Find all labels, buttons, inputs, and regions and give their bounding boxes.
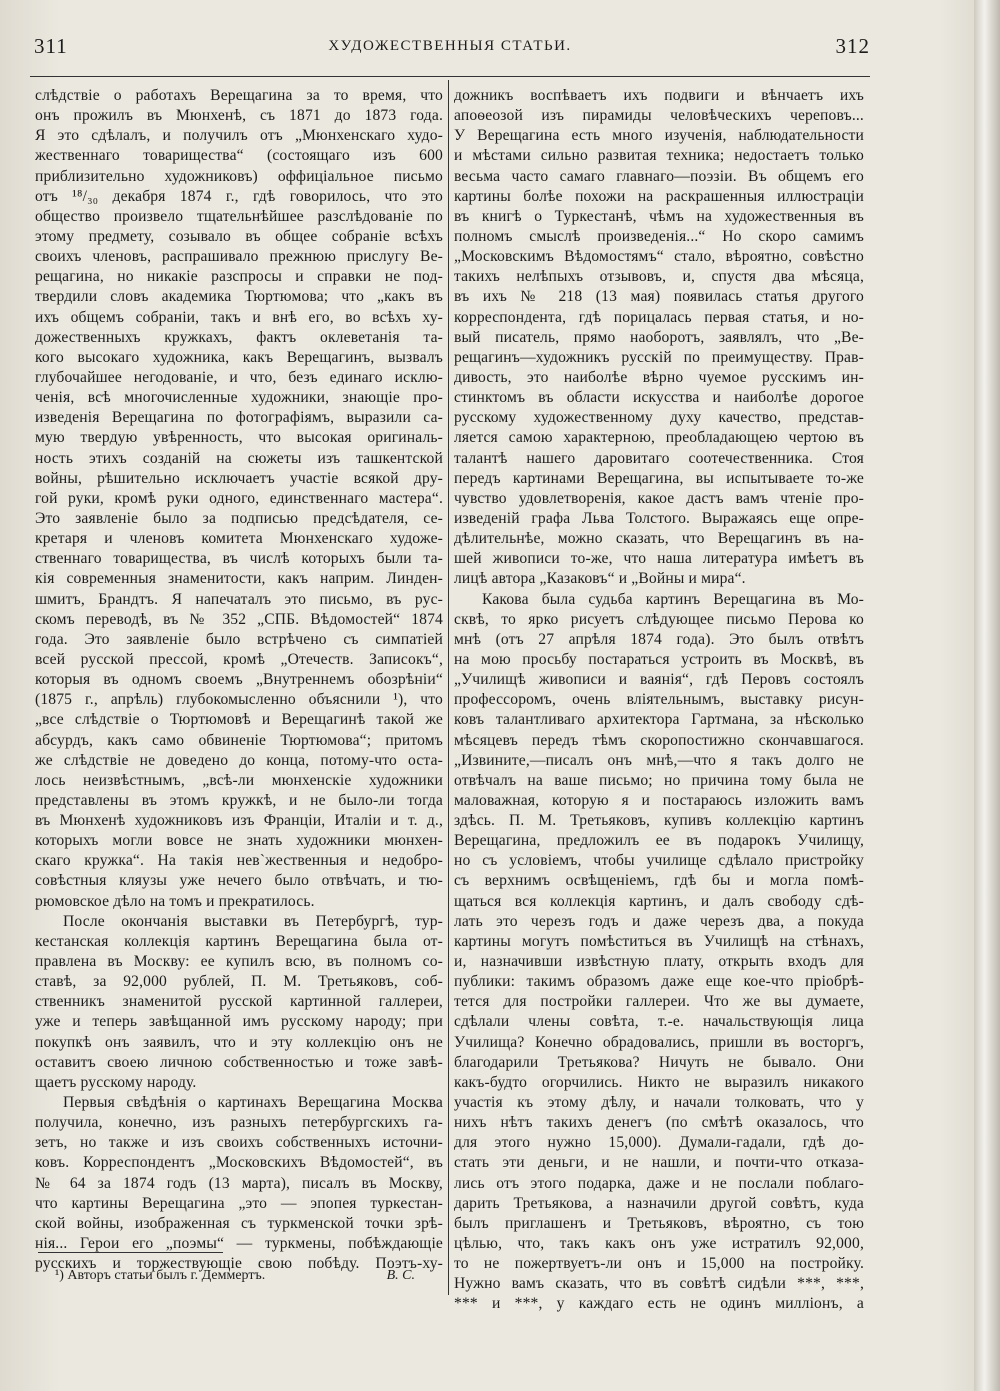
text-line: лицѣ автора „Казаковъ“ и „Войны и мира“. (454, 570, 746, 588)
text-line: *** и ***, у каждаго есть не одинъ милліонъ, а (454, 1295, 864, 1313)
text-line: Я это сдѣлалъ, и получилъ отъ „Мюнхенскаго худо- (35, 127, 443, 145)
text-line: своихъ членовъ, распрашивало прежнюю прислугу Ве- (35, 248, 443, 266)
text-line: на мою просьбу постараться устроить въ Москвѣ, въ (454, 650, 864, 668)
text-line: рещагина, но никакіе разспросы и справки не под- (35, 268, 443, 286)
text-line: шей живописи то-же, что наша литература имѣетъ въ (454, 550, 864, 568)
text-line: мѣсяцевъ передъ тѣмъ скоропостижно скончавшагося. (454, 731, 864, 749)
footnote-signature: В. С. (386, 1268, 415, 1283)
text-line: зетъ, но также и изъ своихъ собственныхъ источни- (35, 1134, 443, 1152)
text-line: ихъ общемъ собраніи, такъ и внѣ его, во всѣхъ ху- (35, 308, 443, 326)
text-line: какъ-будто огорчились. Никто не выразилъ никакого (454, 1073, 864, 1091)
text-line: лись отъ этого подарка, даже и не послали поблаго- (454, 1174, 864, 1192)
text-line: изведенія Верещагина по фотографіямъ, выразили са- (35, 409, 443, 427)
column-divider (448, 80, 449, 1295)
text-line: весьма часто самаго главнаго—поэзіи. Въ общемъ его (454, 167, 864, 185)
text-line: этому предмету, созывало въ общее собраніе всѣхъ (35, 227, 443, 245)
text-line: мую твердую увѣренность, что высокая оригиналь- (35, 429, 443, 447)
text-line: уже и теперь завѣщанной имъ русскому народу; при (35, 1013, 443, 1031)
text-line: лось неизвѣстнымъ, „всѣ-ли мюнхенскіе художники (35, 771, 443, 789)
text-line: кестанская коллекція картинъ Верещагина была от- (35, 932, 443, 950)
text-line: правлена въ Москву: ее купилъ всю, въ полномъ со- (35, 953, 443, 971)
text-line: что картины Верещагина „это — эпопея туркестан- (35, 1194, 443, 1212)
text-line: приблизительно художниковъ) оффиціальное письмо (35, 167, 443, 185)
header-rule (30, 76, 870, 77)
text-line: ность этихъ созданій на сюжеты изъ ташкентской (35, 449, 443, 467)
text-line: русскихъ и торжествующіе свою побѣду. Поэтъ-ху- (35, 1255, 443, 1273)
text-line: цѣлью, что, такъ какъ онъ уже истратилъ 92,000, (454, 1235, 864, 1253)
text-line: такихъ нелѣпыхъ отзывовъ, и, спустя два мѣсяца, (454, 268, 864, 286)
text-line: передъ картинами Верещагина, вы испытываете то-же (454, 469, 864, 487)
text-line: кія современныя знаменитости, какъ наприм. Линден- (35, 570, 443, 588)
text-line: картины могутъ помѣститься въ Училищѣ на стѣнахъ, (454, 932, 864, 950)
text-line: рещагинъ—художникъ русскій по преимуществу. Прав- (454, 348, 864, 366)
text-line: участія къ этому дѣлу, и начали толковать, что у (454, 1094, 864, 1112)
text-line: ственнаго товарищества, въ числѣ которыхъ были та- (35, 550, 443, 568)
text-line: слѣдствіе о работахъ Верещагина за то время, что (35, 87, 443, 104)
text-line: онъ прожилъ въ Мюнхенѣ, съ 1871 до 1873 года. (35, 107, 443, 125)
text-line: После окончанія выставки въ Петербургѣ, тур- (63, 912, 443, 930)
text-line: ляется самою характерною, преобладающею чертою въ (454, 429, 864, 447)
text-line: Какова была судьба картинъ Верещагина въ Мо- (482, 590, 864, 608)
text-line: то не пожертвуетъ-ли онъ и 15,000 на постройку. (454, 1255, 864, 1273)
text-line: всей русской прессой, кромѣ „Отечеств. Записокъ“, (35, 650, 443, 668)
text-line: Верещагина, предложилъ ее въ подарокъ Училищу, (454, 832, 864, 850)
text-line: глубочайшее негодованіе, и что, безъ единаго исклю- (35, 368, 443, 386)
text-line: абсурдъ, какъ само обвиненіе Тюртюмова“; притомъ (35, 731, 443, 749)
text-line: отвѣчалъ на ваше письмо; но причина тому была не (454, 771, 864, 789)
running-header (30, 34, 870, 60)
text-line: которыхъ могли вовсе не знать художники мюнхен- (35, 832, 443, 850)
text-line: шмитъ, Брандтъ. Я напечаталъ это письмо, въ рус- (35, 590, 443, 608)
text-line: ковъ. Корреспондентъ „Московскихъ Вѣдомостей“, въ (35, 1154, 443, 1172)
text-line: тется для постройки галлереи. Что же вы думаете, (454, 993, 864, 1011)
text-line: (1875 г., апрѣль) глубокомысленно объяснили ¹), что (35, 691, 443, 709)
text-line: дарить Третьякова, а назначили другой совѣтъ, куда (454, 1194, 864, 1212)
text-line: скомъ переводѣ, въ № 352 „СПБ. Вѣдомостей“ 1874 (35, 610, 443, 628)
text-line: маловажная, которую я и постараюсь изложить вамъ (454, 791, 864, 809)
text-line: жественнаго товарищества“ (состоящаго изъ 600 (35, 147, 443, 165)
text-line: стать эти деньги, и не нашли, и почти-что отказа- (454, 1154, 864, 1172)
text-line: Это заявленіе было за подписью предсѣдателя, се- (35, 509, 443, 527)
text-line: для этого нужно 15,000). Думали-гадали, гдѣ до- (454, 1134, 864, 1152)
text-line: въ Мюнхенѣ художниковъ изъ Франціи, Италіи и т. д., (35, 812, 443, 830)
text-line: ченія, всѣ многочисленные художники, знающіе про- (35, 389, 443, 407)
text-line: вый писатель, прямо наоборотъ, заявлялъ, что „Ве- (454, 328, 864, 346)
text-line: съ верхнимъ освѣщеніемъ, гдѣ бы и могла помѣ- (454, 872, 864, 890)
text-line: русскому художественному духу качество, представ- (454, 409, 864, 427)
text-line: У Верещагина есть много изученія, наблюдательности (454, 127, 864, 145)
footnote-rule (38, 1252, 223, 1253)
text-line: Нужно вамъ сказать, что въ совѣтѣ сидѣли ***, ***, (454, 1275, 864, 1293)
text-line: Училища? Конечно обрадовались, пришли въ восторгъ, (454, 1033, 864, 1051)
text-line: публики: такимъ образомъ даже еще кое-что пріобрѣ- (454, 973, 864, 991)
text-line: года. Это заявленіе было встрѣчено съ симпатіей (35, 630, 443, 648)
text-line: кого высокаго художника, какъ Верещагинъ, вызвалъ (35, 348, 443, 366)
text-line: „Извините,—писалъ онъ мнѣ,—что я такъ долго не (454, 751, 864, 769)
text-line: благодарили Третьякова? Ничуть не бывало. Они (454, 1053, 864, 1071)
text-line: отъ ¹⁸/₃₀ декабря 1874 г., гдѣ говорилось, что это (35, 187, 443, 205)
text-line: нихъ нѣтъ такихъ денегъ (по смѣтѣ оказалось, что (454, 1114, 864, 1132)
right-column (454, 86, 864, 1315)
text-line: профессоромъ, очень вліятельнымъ, выставку рисун- (454, 691, 864, 709)
text-line: и, назначивши извѣстную плату, открыть входъ для (454, 953, 864, 971)
text-line: ской войны, изображенная съ туркменской точки зрѣ- (35, 1214, 443, 1232)
text-line: здѣсь. П. М. Третьяковъ, купивъ коллекцію картинъ (454, 812, 864, 830)
text-line: и мѣстами сильно развитая техника; недостаетъ только (454, 147, 864, 165)
text-line: сквѣ, то ярко рисуетъ слѣдующее письмо Перова ко (454, 610, 864, 628)
text-line: ственникъ знаменитой русской картинной галлереи, (35, 993, 443, 1011)
text-line: апоѳеозой изъ пирамиды человѣческихъ череповъ... (454, 107, 864, 125)
text-line: рюмовское дѣло на томъ и прекратилось. (35, 892, 315, 910)
text-line: дожникъ воспѣваетъ ихъ подвиги и вѣнчаетъ ихъ (454, 87, 864, 104)
page-number-left: 311 (34, 34, 68, 58)
text-line: № 64 за 1874 годъ (13 марта), писалъ въ Москву, (35, 1174, 443, 1192)
text-line: которыя въ одномъ своемъ „Внутреннемъ обозрѣніи“ (35, 671, 443, 689)
text-line: въ ихъ № 218 (13 мая) появилась статья другого (454, 288, 864, 306)
text-line: ковъ талантливаго архитектора Гартмана, за нѣсколько (454, 711, 864, 729)
footnote-text: ¹) Авторъ статьи былъ г. Деммертъ. (55, 1268, 266, 1283)
text-line: получила, конечно, изъ разныхъ петербургскихъ га- (35, 1114, 443, 1132)
text-line: мнѣ (отъ 27 апрѣля 1874 года). Это былъ отвѣтъ (454, 630, 864, 648)
text-line: дѣлительнѣе, можно сказать, что Верещагинъ въ на- (454, 530, 864, 548)
left-column (35, 86, 443, 1274)
text-line: войны, рѣшительно исключаетъ участіе всякой дру- (35, 469, 443, 487)
text-line: дожественныхъ кружкахъ, фактъ оклеветанія та- (35, 328, 443, 346)
text-line: щаетъ русскому народу. (35, 1073, 197, 1091)
page-number-right: 312 (835, 34, 870, 58)
text-line: покупкѣ онъ заявилъ, что и эту коллекцію онъ не (35, 1033, 443, 1051)
text-line: оставитъ своею личною собственностью и тоже завѣ- (35, 1053, 443, 1071)
text-line: дивость, это наиболѣе вѣрно чуемое русскимъ ин- (454, 368, 864, 386)
text-line: „все слѣдствіе о Тюртюмовѣ и Верещагинѣ такой же (35, 711, 443, 729)
text-line: Первыя свѣдѣнія о картинахъ Верещагина Москва (63, 1094, 443, 1112)
text-line: изведеній графа Льва Толстого. Выражаясь еще опре- (454, 509, 864, 527)
text-line: сдѣлали члены совѣта, т.-е. начальствующія лица (454, 1013, 864, 1031)
text-line: гой руки, кромѣ руки одного, единственнаго мастера“. (35, 489, 443, 507)
text-line: въ книгѣ о Туркестанѣ, чѣмъ на художественныя въ (454, 207, 864, 225)
text-line: же слѣдствіе не доведено до конца, потому-что оста- (35, 751, 443, 769)
text-line: „Московскимъ Вѣдомостямъ“ стало, вѣроятно, совѣстно (454, 248, 864, 266)
text-line: талантѣ нашего даровитаго соотечественника. Стоя (454, 449, 864, 467)
text-line: картины болѣе похожи на раскрашенныя иллюстраціи (454, 187, 864, 205)
text-line: совѣстныя кляузы уже нечего было отвѣчать, и тю- (35, 872, 443, 890)
footnote (55, 1268, 415, 1284)
text-line: нія... Герои его „поэмы“ — туркмены, побѣждающіе (35, 1235, 443, 1253)
text-line: твердили словъ академика Тюртюмова; что „какъ въ (35, 288, 443, 306)
text-line: чувство удовлетворенія, какое дастъ вамъ чтеніе про- (454, 489, 864, 507)
text-line: скаго кружка“. На такія нев`жественныя и недобро- (35, 852, 443, 870)
text-line: стинктомъ въ области искусства и наиболѣе дорогое (454, 389, 864, 407)
text-line: но съ условіемъ, чтобы училище сдѣлало пристройку (454, 852, 864, 870)
running-title: ХУДОЖЕСТВЕННЫЯ СТАТЬИ. (328, 38, 572, 54)
text-line: кретаря и членовъ комитета Мюнхенскаго художе- (35, 530, 443, 548)
text-line: общество произвело тщательнѣйшее разслѣдованіе по (35, 207, 443, 225)
text-line: щаться вся коллекція картинъ, и далъ свободу сдѣ- (454, 892, 864, 910)
page-edge (974, 0, 1000, 1391)
text-line: полномъ смыслѣ произведенія...“ Но скоро самимъ (454, 227, 864, 245)
text-line: ставѣ, за 92,000 рублей, П. М. Третьяковъ, соб- (35, 973, 443, 991)
text-line: лать это черезъ годъ и даже черезъ два, а покуда (454, 912, 864, 930)
text-line: былъ приглашенъ и Третьяковъ, вѣроятно, съ тою (454, 1214, 864, 1232)
text-line: представлены въ этомъ кружкѣ, и не было-ли тогда (35, 791, 443, 809)
text-line: „Училищѣ живописи и ваянія“, гдѣ Перовъ состоялъ (454, 671, 864, 689)
text-line: корреспондента, гдѣ порицалась первая статья, и но- (454, 308, 864, 326)
